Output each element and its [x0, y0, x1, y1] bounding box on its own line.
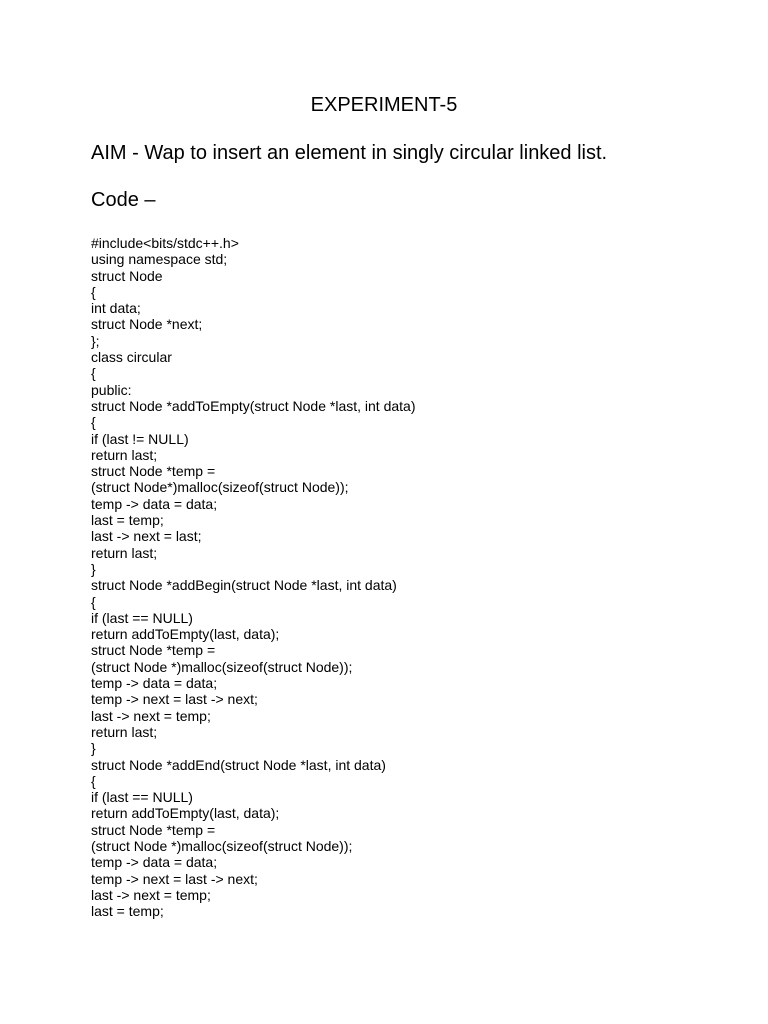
code-line: return last;: [91, 446, 158, 463]
code-line: temp -> data = data;: [91, 495, 218, 512]
code-line: int data;: [91, 300, 141, 317]
code-line: return last;: [91, 544, 158, 561]
code-line: using namespace std;: [91, 251, 228, 268]
code-line: (struct Node*)malloc(sizeof(struct Node));: [91, 479, 349, 496]
code-line: struct Node *addEnd(struct Node *last, int data): [91, 756, 386, 773]
code-line: struct Node *temp =: [91, 463, 216, 480]
code-line: class circular: [91, 349, 172, 366]
code-line: return addToEmpty(last, data);: [91, 626, 280, 643]
code-line: struct Node *temp =: [91, 642, 216, 659]
code-line: return last;: [91, 723, 158, 740]
code-line: {: [91, 414, 96, 431]
code-line: temp -> next = last -> next;: [91, 691, 258, 708]
code-line: {: [91, 283, 96, 300]
code-line: last -> next = temp;: [91, 886, 211, 903]
code-line: last -> next = temp;: [91, 707, 211, 724]
document-title-text: EXPERIMENT-5: [310, 94, 458, 116]
code-line: if (last == NULL): [91, 609, 193, 626]
code-line: struct Node *temp =: [91, 821, 216, 838]
code-line: {: [91, 772, 96, 789]
code-line: last = temp;: [91, 903, 164, 920]
code-line: return addToEmpty(last, data);: [91, 805, 280, 822]
code-block: [91, 235, 415, 919]
code-line: struct Node *addToEmpty(struct Node *last, int data): [91, 397, 416, 414]
code-line: struct Node *next;: [91, 316, 203, 333]
code-line: if (last == NULL): [91, 789, 193, 806]
code-line: }: [91, 560, 96, 577]
code-line: struct Node: [91, 267, 163, 284]
code-line: last = temp;: [91, 512, 164, 529]
code-line: temp -> data = data;: [91, 675, 218, 692]
code-line: {: [91, 593, 96, 610]
code-line: #include<bits/stdc++.h>: [91, 235, 239, 251]
code-line: (struct Node *)malloc(sizeof(struct Node));: [91, 658, 353, 675]
code-line: }: [91, 740, 96, 757]
code-line: };: [91, 332, 100, 349]
code-line: last -> next = last;: [91, 528, 202, 545]
code-line: public:: [91, 381, 132, 398]
code-line: if (last != NULL): [91, 430, 189, 447]
code-line: temp -> next = last -> next;: [91, 870, 258, 887]
code-line: (struct Node *)malloc(sizeof(struct Node));: [91, 837, 353, 854]
code-heading: Code –: [91, 189, 156, 211]
code-line: struct Node *addBegin(struct Node *last, int data): [91, 577, 397, 594]
code-line: temp -> data = data;: [91, 854, 218, 871]
aim-statement: AIM - Wap to insert an element in singly circular linked list.: [91, 142, 608, 164]
code-line: {: [91, 365, 96, 382]
document-title: [0, 92, 768, 118]
